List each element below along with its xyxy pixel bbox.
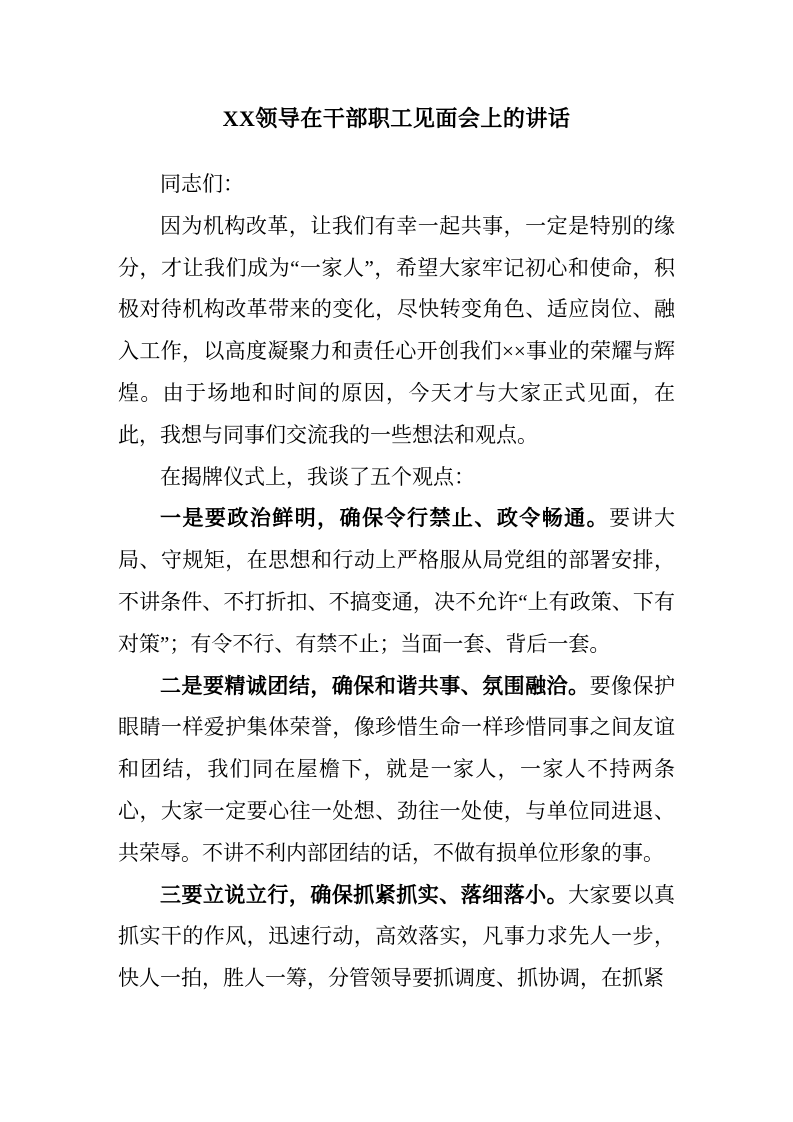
paragraph-lead-bold: 二是要精诚团结，确保和谐共事、氛围融洽。	[160, 673, 590, 698]
paragraph-lead-bold: 一是要政治鲜明，确保令行禁止、政令畅通。	[160, 506, 610, 531]
paragraph-text: 在揭牌仪式上，我谈了五个观点：	[160, 464, 475, 489]
paragraph	[118, 206, 675, 457]
salutation: 同志们：	[160, 172, 244, 196]
paragraph	[118, 875, 675, 1000]
document-body	[118, 164, 675, 1000]
document-title: XX领导在干部职工见面会上的讲话	[222, 106, 571, 131]
paragraph-lead-bold: 三要立说立行，确保抓紧抓实、落细落小。	[160, 882, 569, 907]
paragraph-text: 要像保护眼睛一样爱护集体荣誉，像珍惜生命一样珍惜同事之间友谊和团结，我们同在屋檐下，就是一家人，一家人不持两条心，大家一定要心往一处想、劲往一处使，与单位同进退、共荣辱。不讲不利内部团结的话，不做有损单位形象的事。	[118, 673, 676, 865]
paragraph-text: 因为机构改革，让我们有幸一起共事，一定是特别的缘分，才让我们成为“一家人”，希望大家牢记初心和使命，积极对待机构改革带来的变化，尽快转变角色、适应岗位、融入工作，以高度凝聚力和责任心开创我们××事业的荣耀与辉煌。由于场地和时间的原因，今天才与大家正式见面，在此，我想与同事们交流我的一些想法和观点。	[118, 213, 675, 447]
paragraph-text: 要讲大局、守规矩，在思想和行动上严格服从局党组的部署安排，不讲条件、不打折扣、不搞变通，决不允许“上有政策、下有对策”；有令不行、有禁不止；当面一套、背后一套。	[118, 506, 676, 656]
paragraph-text: 大家要以真抓实干的作风，迅速行动，高效落实，凡事力求先人一步，快人一拍，胜人一筹，分管领导要抓调度、抓协调，在抓紧	[118, 882, 676, 991]
paragraph-list	[118, 206, 675, 1000]
paragraph	[118, 666, 675, 875]
paragraph	[118, 457, 675, 499]
paragraph	[118, 498, 675, 665]
